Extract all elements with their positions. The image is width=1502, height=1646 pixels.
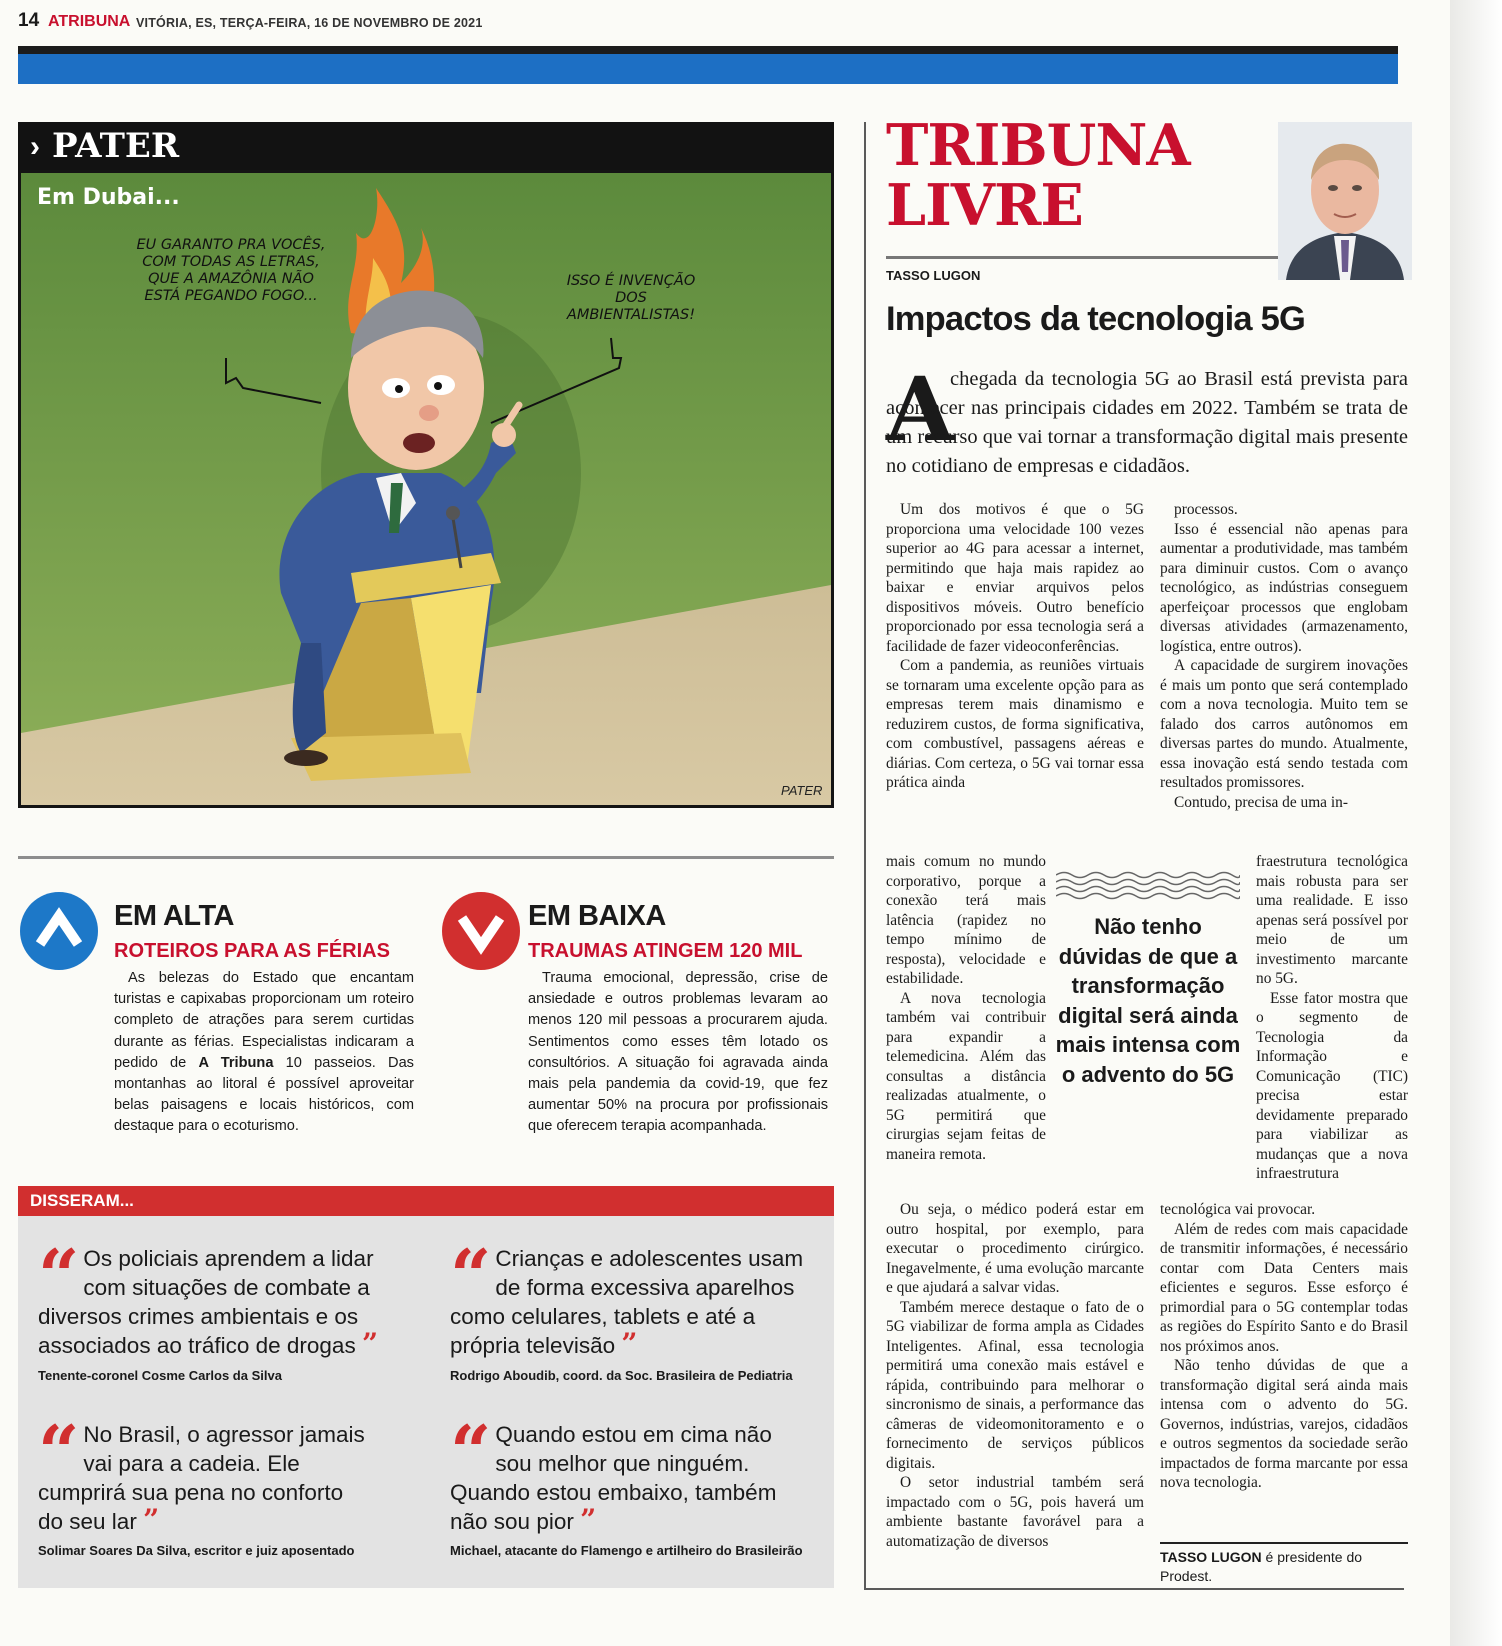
arrow-up-icon [20,892,98,970]
header-blue-band [18,54,1398,84]
quote-block: “ Quando estou em cima não sou melhor que ninguém. Quando estou embaixo, também não sou pior ” [450,1409,777,1536]
article-column-1-narrow: mais comum no mundo corporativo, porque a conexão terá mais latência (rapidez no tempo mínimo de resposta), velocidade e estabilidade. A nova tecnologia também vai contribuir para expandir a telemedicina. Além das consultas a distância realizadas atualmente, o 5G permitirá que cirurgias sejam feitas de maneira remota. [886,853,1046,1163]
close-quote-icon: ” [361,1327,379,1360]
cartoon-section-header [18,122,834,170]
pull-quote: Não tenho dúvidas de que a transformação digital será ainda mais intensa com o advento do 5G [1055,914,1241,1087]
column-bottom-rule [864,1588,1404,1590]
open-quote-icon: “ [38,1409,80,1494]
title-rule [886,256,1278,259]
cartoon-section-title: PATER [52,126,180,166]
disseram-header [18,1186,834,1216]
drop-cap: A [886,357,955,461]
article-column-2-bottom: tecnológica vai provocar. Além de redes com mais capacidade de transmitir informações, é necessário contar com Data Centers mais eficientes e seguros. Esse esforço é primordial para o 5G contemplar todas as regiões do Espírito Santo e do Brasil nos próximos anos. Não tenho dúvidas de que a transformação digital será ainda mais intensa com o advento do 5G. Governos, indústrias, varejos, cidadãos e outros segmentos da sociedade serão impactados de forma marcante por essa nova tecnologia. [1160,1201,1408,1491]
em-alta-title: EM ALTA [114,900,234,932]
brand-name: ATRIBUNA [48,13,131,30]
em-baixa-title: EM BAIXA [528,900,666,932]
dateline: VITÓRIA, ES, TERÇA-FEIRA, 16 DE NOVEMBRO DE 2021 [136,16,483,30]
close-quote-icon: ” [143,1503,160,1536]
byline: TASSO LUGON [886,268,981,283]
wave-ornament-icon [1056,870,1240,904]
article-column-1-bottom: Ou seja, o médico poderá estar em outro hospital, por exemplo, para executar o procedimento cirúrgico. Inegavelmente, é uma evolução marcante e que ajudará a salvar vidas. Também merece destaque o fato de o 5G viabilizar de forma ampla as Cidades Inteligentes. Afinal, essa tecnologia permitirá uma conexão mais estável e rápida, contribuindo para melhorar o sincronismo de sinais, a performance das câmeras de videomonitoramento e o fornecimento de serviços públicos digitais. O setor industrial também será impactado com o 5G, pois haverá um ambiente bastante favorável para a automatização de diversos [886,1201,1144,1550]
author-signoff: TASSO LUGON é presidente do Prodest. [1160,1549,1363,1584]
quote-block: “ No Brasil, o agressor jamais vai para a cadeia. Ele cumprirá sua pena no conforto do seu lar ” [38,1409,365,1536]
disseram-label: DISSERAM... [30,1191,134,1210]
quote-author: Solimar Soares Da Silva, escritor e juiz aposentado [38,1543,355,1558]
chevron-right-icon: › [30,130,40,163]
article-column-2-top: processos. Isso é essencial não apenas para aumentar a produtividade, mas também para diminuir custos. Com o avanço tecnológico, as indústrias conseguem aperfeiçoar processos que englobam diversas atividades (armazenamento, logística, entre outros). A capacidade de surgirem inovações é mais um ponto que será contemplado com a nova tecnologia. Muito tem se falado dos carros autônomos em diversas partes do mundo. Atualmente, essa inovação está sendo testada com resultados promissores. Contudo, precisa de uma in- [1160,501,1408,811]
quote-block: “ Crianças e adolescentes usam de forma excessiva aparelhos como celulares, tablets e até a própria televisão ” [450,1233,804,1360]
close-quote-icon: ” [621,1327,638,1360]
editorial-cartoon [18,170,834,808]
column-rule [864,122,866,1590]
quote-author: Michael, atacante do Flamengo e artilheiro do Brasileirão [450,1543,803,1558]
speech-balloon-right: ISSO É INVENÇÃO DOS AMBIENTALISTAS! [566,273,696,323]
quote-block: “ Os policiais aprendem a lidar com situações de combate a diversos crimes ambientais e os associados ao tráfico de drogas ” [38,1233,379,1360]
tribuna-livre-title: TRIBUNA LIVRE [886,112,1190,239]
cartoonist-signature: PATER [781,783,823,798]
microphone-icon [446,506,460,520]
article-column-1-top: Um dos motivos é que o 5G proporciona uma velocidade 100 vezes superior ao 4G para acessar a internet, permitindo que haja mais rapidez ao baixar e enviar arquivos pelos dispositivos móveis. Outro benefício proporcionado por essa tecnologia será a facilidade de fazer videoconferências. Com a pandemia, as reuniões virtuais se tornaram uma excelente opção para as empresas terem mais dinamismo e reduzirem custos, de forma significativa, com combustível, passagens aéreas e diárias. Com certeza, o 5G vai tornar essa prática ainda [886,501,1144,791]
article-lede: chegada da tecnologia 5G ao Brasil está prevista para acontecer nas principais cidades em 2022. Também se trata de um recurso que vai tornar a transformação digital mais presente no cotidiano de empresas e cidadãos. [886,368,1408,477]
cartoon-caption: Em Dubai... [37,185,180,210]
signoff-rule [1160,1542,1408,1544]
open-quote-icon: “ [450,1409,492,1494]
em-baixa-subtitle: TRAUMAS ATINGEM 120 MIL [528,940,803,962]
author-photo [1278,122,1412,280]
em-baixa-text: Trauma emocional, depressão, crise de ansiedade e outros problemas levaram ao menos 120 mil pessoas a procurarem ajuda. Sentimentos como esses têm lotado os consultórios. A situação foi agravada ainda mais pela pandemia da covid-19, que fez aumentar 50% na procura por profissionais que oferecem terapia acompanhada. [528,970,828,1135]
em-alta-subtitle: ROTEIROS PARA AS FÉRIAS [114,940,390,962]
quote-author: Tenente-coronel Cosme Carlos da Silva [38,1368,282,1383]
section-divider [18,856,834,859]
article-headline: Impactos da tecnologia 5G [886,300,1306,338]
open-quote-icon: “ [38,1233,80,1318]
speech-balloon-left: EU GARANTO PRA VOCÊS, COM TODAS AS LETRAS, QUE A AMAZÔNIA NÃO ESTÁ PEGANDO FOGO... [136,237,326,304]
open-quote-icon: “ [450,1233,492,1318]
page-edge [1450,0,1502,1646]
em-alta-text: As belezas do Estado que encantam turistas e capixabas proporcionam um roteiro completo de atrações para serem curtidas durante as férias. Especialistas indicaram a pedido de A Tribuna 10 passeios. Das montanhas ao litoral é possível aproveitar belas paisagens e locais históricos, com destaque para o ecoturismo. [114,970,414,1135]
page-number: 14 [18,10,40,31]
quote-author: Rodrigo Aboudib, coord. da Soc. Brasileira de Pediatria [450,1368,793,1383]
arrow-down-icon [442,892,520,970]
header-rule [18,46,1398,54]
article-column-2-narrow: fraestrutura tecnológica mais robusta para ser uma realidade. E isso apenas será possível por meio de um investimento marcante no 5G. Esse fator mostra que o segmento de Tecnologia da Informação e Comunicação (TIC) precisa estar devidamente preparado para viabilizar as mudanças que a nova infraestrutura [1256,853,1408,1182]
close-quote-icon: ” [580,1503,597,1536]
